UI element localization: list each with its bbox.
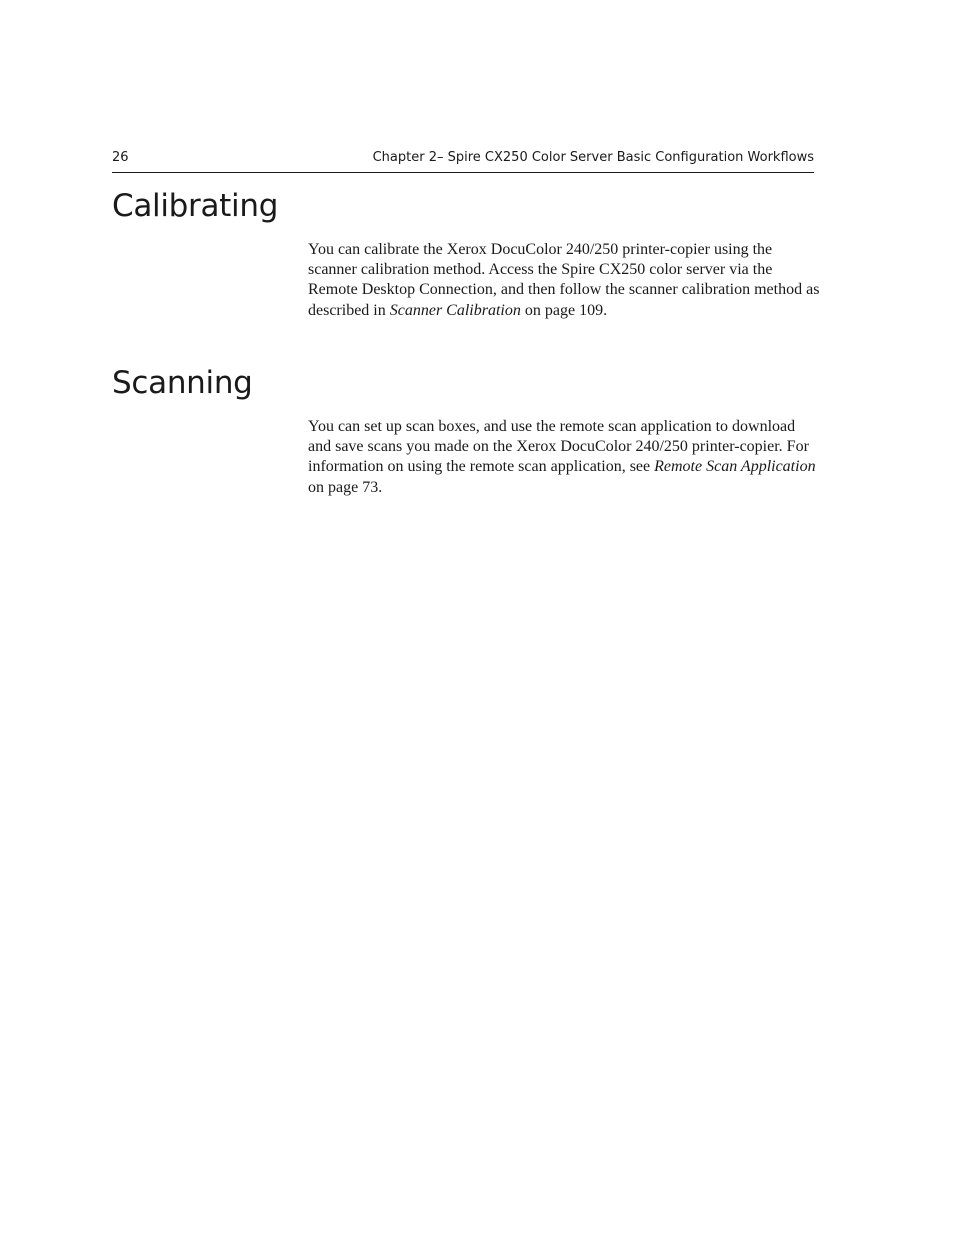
chapter-title: Chapter 2– Spire CX250 Color Server Basic Configuration Workflows	[372, 150, 814, 165]
calibrating-page-ref: on page 109.	[520, 301, 608, 319]
calibrating-paragraph	[308, 240, 820, 321]
section-heading-scanning: Scanning	[112, 365, 253, 401]
calibrating-text: You can calibrate the Xerox DocuColor 240/250 printer-copier using the scanner calibration method. Access the Spire CX250 color server via the Remote Desktop Connection, and then follow the scanner calibration method as described in	[308, 241, 820, 319]
page-number: 26	[112, 150, 129, 165]
scanning-cross-reference[interactable]: Remote Scan Application	[654, 458, 816, 476]
scanning-text: You can set up scan boxes, and use the remote scan application to download and save scans you made on the Xerox DocuColor 240/250 printer-copier. For information on using the remote scan application, see	[308, 418, 809, 476]
scanning-page-ref: on page 73.	[308, 478, 383, 496]
scanning-paragraph	[308, 417, 820, 498]
calibrating-cross-reference[interactable]: Scanner Calibration	[389, 301, 521, 319]
running-header	[112, 148, 814, 173]
section-heading-calibrating: Calibrating	[112, 188, 279, 224]
